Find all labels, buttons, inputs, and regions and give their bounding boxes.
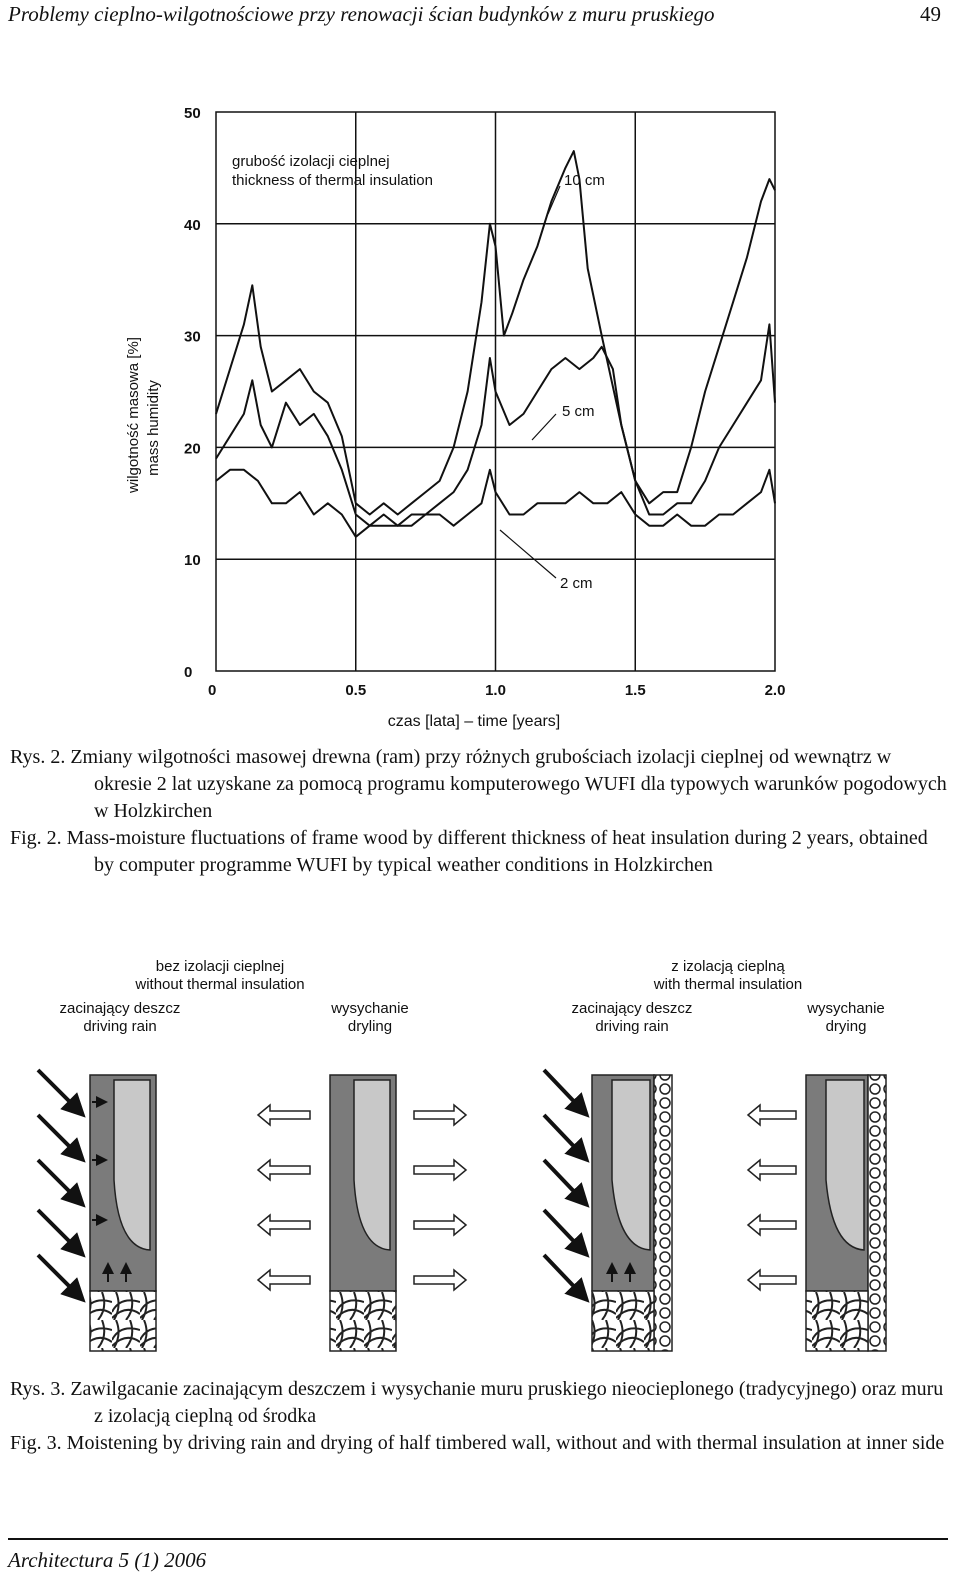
- label-drying-1: [300, 1000, 440, 1036]
- fig3-caption-en: Fig. 3. Moistening by driving rain and drying of half timbered wall, without and with thermal insulation at inner side: [10, 1432, 945, 1454]
- fig2-caption-en: Fig. 2. Mass-moisture fluctuations of frame wood by different thickness of heat insulation during 2 years, obtained by computer programme WUFI by typical weather conditions in Holzkirchen: [10, 827, 928, 876]
- label-with-en: with thermal insulation: [653, 976, 803, 993]
- fig3-caption-pl: Rys. 3. Zawilgacanie zacinającym deszczem i wysychanie muru pruskiego nieocieplonego (tradycyjnego) oraz muru z izolacją cieplną od środka: [10, 1378, 944, 1427]
- dry2-pl: wysychanie: [807, 1000, 885, 1017]
- ylabel-en: mass humidity: [145, 380, 162, 476]
- chart-title-en: thickness of thermal insulation: [232, 172, 433, 189]
- journal-footer: Architectura 5 (1) 2006: [8, 1548, 207, 1572]
- leader-5cm: [532, 414, 556, 440]
- rain1-en: driving rain: [83, 1018, 157, 1035]
- y-tick-label: 20: [184, 440, 201, 458]
- annotation-5cm: 5 cm: [562, 403, 595, 420]
- leader-2cm: [500, 530, 556, 578]
- label-without-en: without thermal insulation: [135, 976, 305, 993]
- chart-title-pl: grubość izolacji cieplnej: [232, 153, 390, 170]
- label-drying-2: [776, 1000, 916, 1036]
- dry1-pl: wysychanie: [331, 1000, 409, 1017]
- label-with-insulation: [588, 958, 868, 994]
- x-tick-label: 1.0: [485, 682, 506, 699]
- y-tick-label: 10: [184, 552, 201, 570]
- x-tick-label: 0.5: [345, 682, 367, 699]
- ylabel-pl: wilgotność masowa [%]: [125, 337, 142, 493]
- rain2-en: driving rain: [595, 1018, 669, 1035]
- y-tick-label: 0: [184, 664, 193, 681]
- x-tick-label: 0: [208, 682, 217, 699]
- panel-rain-with-insulation: [544, 1070, 672, 1351]
- leader-10cm: [548, 186, 560, 214]
- fig2-caption-pl: Rys. 2. Zmiany wilgotności masowej drewna (ram) przy różnych grubościach izolacji cieplnej od wewnątrz w okresie 2 lat uzyskane za pomocą programu komputerowego WUFI dla typowych warunków pogodowych w Holzkirchen: [10, 746, 947, 822]
- label-without-pl: bez izolacji cieplnej: [155, 958, 285, 975]
- xlabel: czas [lata] – time [years]: [387, 713, 561, 730]
- humidity-chart: [0, 0, 960, 745]
- rain1-pl: zacinający deszcz: [59, 1000, 181, 1017]
- label-driving-rain-1: [30, 1000, 210, 1036]
- label-with-pl: z izolacją cieplną: [671, 958, 785, 975]
- y-tick-label: 50: [184, 105, 201, 122]
- x-tick-label: 1.5: [624, 682, 646, 699]
- panel-drying-with-insulation: [748, 1075, 886, 1351]
- wall-diagram: [0, 1040, 960, 1360]
- label-driving-rain-2: [542, 1000, 722, 1036]
- footer-rule: [8, 1538, 948, 1540]
- panel-drying-no-insulation: [258, 1075, 466, 1351]
- annotation-10cm: 10 cm: [564, 172, 605, 189]
- y-tick-label: 40: [184, 216, 201, 234]
- page-number: 49: [920, 2, 941, 26]
- annotation-2cm: 2 cm: [560, 575, 593, 592]
- rain2-pl: zacinający deszcz: [571, 1000, 693, 1017]
- fig2-caption: [10, 744, 950, 879]
- dry2-en: drying: [825, 1018, 867, 1035]
- fig3-caption: [10, 1376, 950, 1457]
- y-tick-label: 30: [184, 328, 201, 346]
- running-header: Problemy cieplno-wilgotnościowe przy renowacji ścian budynków z muru pruskiego: [8, 2, 715, 26]
- x-tick-label: 2.0: [764, 682, 786, 699]
- dry1-en: dryling: [347, 1018, 393, 1035]
- label-without-insulation: [80, 958, 360, 994]
- panel-rain-no-insulation: [38, 1070, 156, 1351]
